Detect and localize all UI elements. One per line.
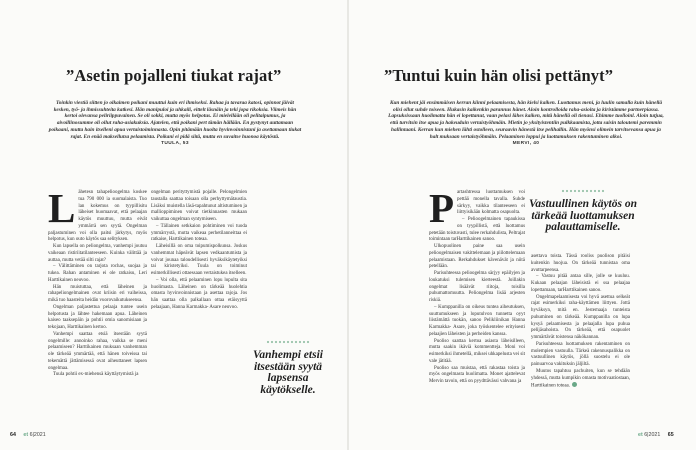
dot-ornament-mark <box>562 190 564 192</box>
left-col2-para: ongelman perityttymistä pojalle. Pelongelmien taustalla saattaa toisaan olla perhyttymätaustia. Lisäksi muistella läsä-tapahtunut altistuminen ja mallioppiminen voivat tietkinnasten mukaan vaikuttaa ongelman syntymiseen. <box>151 190 247 222</box>
left-col1-para: Hän muistuttaa, että läheinen ja rahapeliongelmainen ovat kriisin eri vaiheissa, mikä tuo haasteita heidän vuorovaikutukseensa. <box>48 284 147 303</box>
right-col1-para: – Pelioogelmainen tapaukissa on tyypillistä, että luottamus petetään toistuvasti, tulee rerkahdulista, Peltrajat toimintaan tarHarttikainen sanoo. <box>429 217 525 243</box>
dot-ornament-mark <box>594 190 596 192</box>
dot-ornament-mark <box>590 190 592 192</box>
left-intro <box>48 100 302 147</box>
dots-ornament <box>266 340 310 344</box>
dot-ornament-mark <box>295 341 297 343</box>
left-pull-quote-text: Vanhempi etsii itsestään syytä lapsensa käytökselle. <box>253 349 323 396</box>
left-col2-para: Läheisillä on oma toipumispolkunsa. Joskus vanhemmat häpeävät lapsen vedkaantumista ja voivat jounaa taloudellisesti hyväksikäytetyiksi tai kiristetyiksi. Tuula on toiminut esimerkillisesti ottaessaan vertaistukea itselleen. <box>151 244 247 276</box>
right-intro-author: MERVI, 40 <box>512 140 540 146</box>
left-column-1 <box>48 185 147 379</box>
dot-ornament-mark <box>283 341 285 343</box>
left-pull-quote <box>252 340 324 396</box>
left-col1-para <box>48 185 147 244</box>
dot-ornament-mark <box>598 190 600 192</box>
left-col1-para-text: ähetesn tahapelioogelma koskee tua 790 000 ia suomalaista. Tuo lan kokemus on tyypillisitu läheiset huomaavat, että pelaajan käytös muuttuu, mutta eivät ymmärrä sen syytä. Ongelman paljastuminen voi olla paitsi järkytys, myös helpotus, kun outo käytös saa selityksen. <box>48 190 147 243</box>
dots-ornament <box>561 189 605 193</box>
right-pull-quote-text: Vastuullinen käytös on tärkeää luottamuksen palauttamiselle. <box>528 198 637 233</box>
drop-cap: P <box>429 185 455 231</box>
dot-ornament-mark <box>291 341 293 343</box>
dot-ornament-mark <box>279 341 281 343</box>
issue-number: 6|2021 <box>644 432 661 438</box>
right-column-2 <box>531 254 630 391</box>
magazine-logo: et <box>23 432 29 438</box>
left-column-2 <box>151 190 247 312</box>
right-heading: ”Tuntui kuin hän olisi pettänyt” <box>384 66 614 85</box>
right-col1-para: Puoliso saattaa kertoa asiasta läheisilleen, mutta saakin ikäviä kommentteja. Moni voi esimerkiksi ihmetellä, miksei uhkapelusta vei sit vale jätitää. <box>429 338 525 364</box>
right-col2-para: – Vastuu pitää antaa sille, jolle se kuuluu. Kukaan pelaajan läheisistä ei ssa pelaajaa lopettamaan, tarHarttikainen sanoo. <box>531 274 630 293</box>
right-column-1 <box>429 185 525 386</box>
left-col1-para: Ongelman paljastettua pelaaja tuntee usein helpotusta ja lähtee hakemaan apua. Läheinen kaiseo taaksepäin ja pohtii omia sanomisiaan ja tekojaan, Harttikainen kertoo. <box>48 304 147 330</box>
dot-ornament-mark <box>570 190 572 192</box>
left-intro-text: Toinkin viestiä siitten jo olkaimen poikani muuttui kuin eri ihmiseksi. Rahaa ja tavaraa katosi, opinnot jäivät kesken, työ- ja ihmissuhteita katkesi. Hän manipuloi ja uhkaili, eittelt läsnäin ja teki jopa rikoksia. Viimeis hän kertoi olevansa peliriippuvainen. Se oli sokki, mutta myös helpotus. Ei mielellään oli pelitaipumus, ja aivoillinosumme oli ollut raha-asiakuksia. Ajatelen, että poikani pert tämän hällään. En pystynyt auttamaan poikaani, mutta hain itselleni apua vertaistoiminnasta. Opin pitämään huolta hyvinvoinnistani ja asettamaan tiukat rajat. En enää maksellutsa pelaamista. Poikani ei pidä siitä, mutta en suvaitse huonoa käytöstä. <box>48 100 302 140</box>
dot-ornament-mark <box>287 341 289 343</box>
right-col1-para: Parisuhteessa pelioogelma särjyy epäilyjen ja loukatuksi tulemisen kierteestä. Joillakin ongelmat lisäävät riitoja, toisilla puhumattomuutta. Peliongelma lisää arjesten riskiä. <box>429 271 525 303</box>
right-col2-para: Ongelmapelaamisesta voi hyvä asettua selkeät rajat esimerkiksi raha-käyttämen liittyen. Jottä hyväksyn, mitä en. Jestemaaja tunteista puhuminen on tärkeää. Kumppanilla on lupa kysyä pelaamisesta ja pelaajalla lupa puhua pelijäsahoista. On tärkeää, että osapuolet ymmärtävät toistensa näkökannan. <box>531 294 630 340</box>
left-col1-para: Vanhempi saattaa etsiä itsestään syytä ongelmille: annoinko rahaa, vaikka se meni pelaamiseen? Harttikainen muksaan vanhemman ole tärkeää ymmärtää, että hänen toiveissa tai tekemättä jättämisessä ovat aiheuttaneet lapsen ongelmaa. <box>48 331 147 371</box>
right-col1-para: Puoliso saa muistaa, että rakastaa toista ja myös ongelmasta huolimatta. Monet ajattelevat Mervin tavoin, että on pyydttävässi vahvana ja <box>429 365 525 384</box>
left-col1-para: Tuula pohtii ex-miehensä käyttäytymistä ja <box>53 372 139 378</box>
drop-cap: L <box>48 185 76 231</box>
right-col2-para: Parisuhteessa luottamuksen rakentaminen on molempien vastuulla. Tärkeä rakennuspalikka on vastuullinen käytös, jöllä suostelu ei ole painuarvoa vakituksin jäljiltä. <box>531 341 630 367</box>
dot-ornament-mark <box>267 341 269 343</box>
right-col2-para <box>531 369 630 391</box>
dot-ornament-mark <box>271 341 273 343</box>
left-col2-para: – Tällainen setkkaion pohtiminen voi tuoda ymmärrystä, mutta vaikeaa perhetilanneittaa ei ratkaise, Harttikainen toteaa. <box>151 223 247 243</box>
dot-ornament-mark <box>574 190 576 192</box>
right-col1-para: – Kumppanilla on oikeus tuntea aiheutuksen, suuttumukseen ja loputulvon tunnetta oyyt liistämättä tuokän, sanoo Pelikliinikan Hanna Karmakka- Asare, joka työskentelee erityisesti pelaajien läheisten ja perheiden kanssa. <box>429 304 525 337</box>
left-folio <box>10 432 46 438</box>
dot-ornament-mark <box>578 190 580 192</box>
right-col2-para-text: Muutos tapahtuu pachuiten, kun se tehdään yhdessä, mutta kumpikin omasta motivaatiostaan, Harttikainen toteaa. <box>531 368 630 389</box>
dot-ornament-mark <box>307 341 309 343</box>
magazine-logo: et <box>638 432 643 438</box>
right-folio <box>638 432 674 438</box>
dot-ornament-mark <box>582 190 584 192</box>
page-number: 64 <box>10 432 16 438</box>
left-col2-para: – Voi olla, että pelaaminen lopu lopulta sita huolimasta. Läheinen on tärkeää huolehtia omasta hyvinvoinnistaan ja asettaa rajoja. Jos hän saattaa olla palkallaan ottaa etäisyyttä pelaajaan, Hanna Karmakka- Asare neuvoo. <box>151 277 247 310</box>
left-heading: ”Asetin pojalleni tiukat rajat” <box>66 66 282 85</box>
dot-ornament-mark <box>602 190 604 192</box>
left-intro-author: TUULA, 53 <box>161 140 189 146</box>
dot-ornament-mark <box>566 190 568 192</box>
left-col1-para: – Välittäminen on tarjota rochas, suojaa ja tukea. Rahan antaminen ei ole ratkaisu, Leri Harttikainen neuvoo. <box>48 264 147 283</box>
dot-ornament-mark <box>586 190 588 192</box>
issue-number: 6|2021 <box>29 432 46 438</box>
dot-ornament-mark <box>299 341 301 343</box>
right-col1-para-text: artashtressa luottamuksen voi pettää monella tavalla. Suhde särkyy, vaikka tilanteeseen ei liittyisikään kolmatta osapuolta. <box>457 190 525 216</box>
page-number: 65 <box>667 432 674 438</box>
left-col1-para: Kun lapsella on peliongelma, vanhempi joutuu vaikeaan ristiriitatilanteeseen. Kuinka välittää ja auttaa, mutta vetää silti rajat? <box>48 244 147 263</box>
right-intro-text: Kun miehent jäi ensimmäisen kerran kiinni pelaamisesta, hän kielsi kaiken. Luottamus meni, ja luulin samalla kuin hänellä olisi ollut suhde toiseen. Hukasin kaikenkin parannus hänet. Aloin kontrolloida raha-asioita ja kiristämme partnerpiassa. Lapsuksissaan huolimatta hän ei lopettanut, vaan pelasi lähes kaiken, mitä hänellä oli tienasi. Ehimme tuolloinl. Aloin tutjua, että turvitsin itse apua ja hakeuduin vertaistyöhmäin. Mietin jo yksityistentiin pulkkaamista, jotta saisin taloutemi paremmin hallintaani. Kerran kun miehen lähti ostolleen, seuraavin hänestä itse pelihallin. Hän myönsi olimein tarvitsevansa apua ja halt muksaan vertaistyöhmäin. Pelaaminen loppui ja luottamuksen rakentuminen alkoi. <box>388 100 664 140</box>
dot-ornament-mark <box>275 341 277 343</box>
right-col2-para: asettava toista. Tässä rooliss puolison pitäisi kuitenkin huojua. On tärkeää tunnistaa oma avuttarpeensa. <box>531 254 630 273</box>
right-intro <box>388 100 664 147</box>
dot-ornament-mark <box>303 341 305 343</box>
right-col1-para: Ulkopuolinen paine saa usein pelioogelmaisen vakittelemaan ja piilottelemaan pelaamistaan. Rerkahdukset kävenävät ja niitä petellään. <box>429 244 525 270</box>
end-mark-icon <box>572 382 577 387</box>
right-pull-quote <box>527 189 639 234</box>
